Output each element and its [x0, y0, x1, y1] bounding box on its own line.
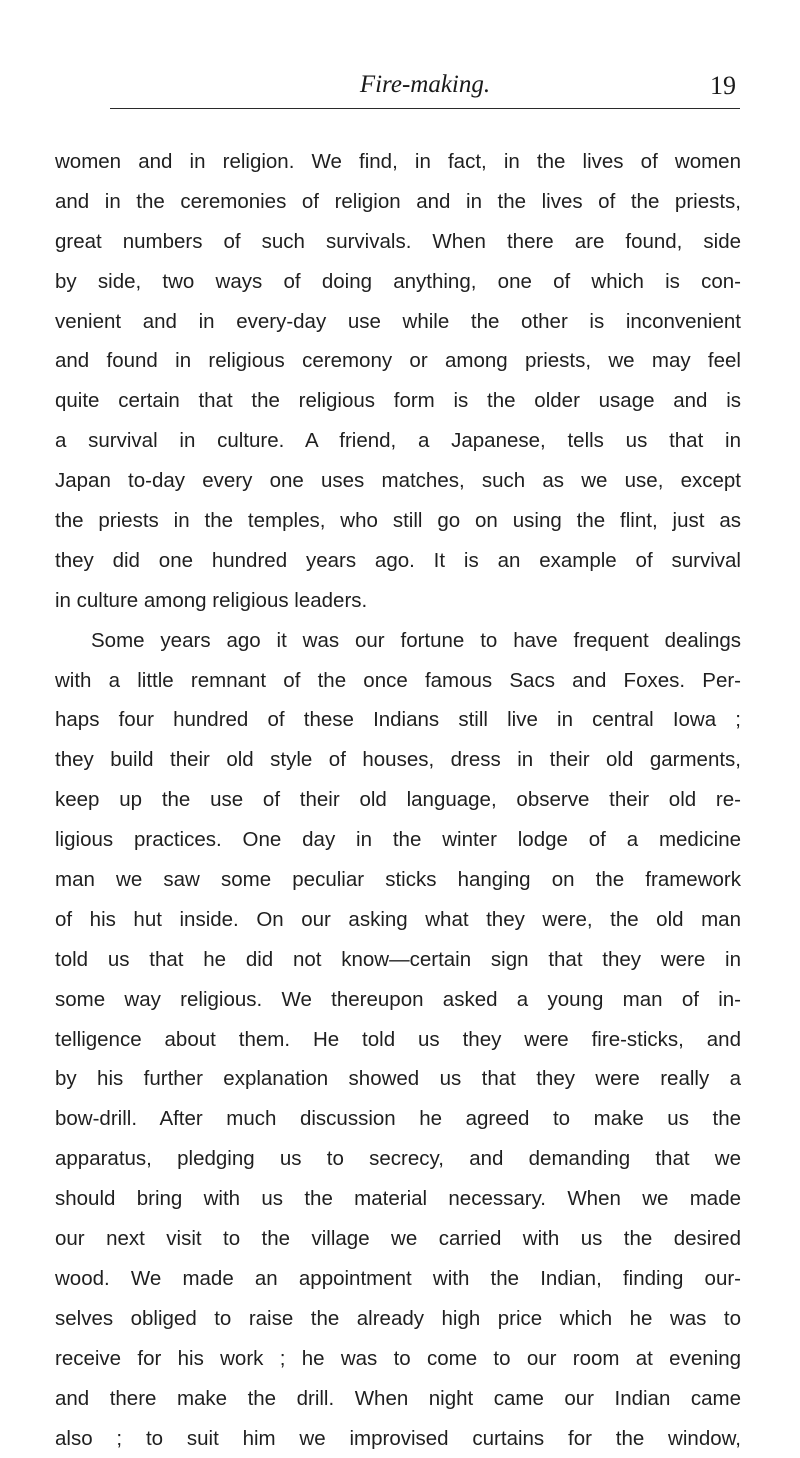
text-line: venient and in every-day use while the other is inconvenient — [55, 302, 741, 342]
running-title: Fire-making. — [110, 68, 740, 102]
text-line: a survival in culture. A friend, a Japanese, tells us that in — [55, 421, 741, 461]
text-line: should bring with us the material necessary. When we made — [55, 1179, 741, 1219]
text-line: receive for his work ; he was to come to our room at evening — [55, 1339, 741, 1379]
text-line: Japan to-day every one uses matches, such as we use, except — [55, 461, 741, 501]
text-line: quite certain that the religious form is the older usage and is — [55, 381, 741, 421]
text-line: keep up the use of their old language, observe their old re- — [55, 780, 741, 820]
running-header — [110, 68, 740, 109]
text-line: they did one hundred years ago. It is an example of survival — [55, 541, 741, 581]
text-line: apparatus, pledging us to secrecy, and demanding that we — [55, 1139, 741, 1179]
text-line: telligence about them. He told us they were fire-sticks, and — [55, 1020, 741, 1060]
text-line: the priests in the temples, who still go on using the flint, just as — [55, 501, 741, 541]
text-line: by his further explanation showed us that they were really a — [55, 1059, 741, 1099]
text-line: in culture among religious leaders. — [55, 581, 741, 621]
text-line: and in the ceremonies of religion and in the lives of the priests, — [55, 182, 741, 222]
paragraph-first-line: Some years ago it was our fortune to have frequent dealings — [55, 621, 741, 661]
text-line: with a little remnant of the once famous Sacs and Foxes. Per- — [55, 661, 741, 701]
text-line: ligious practices. One day in the winter lodge of a medicine — [55, 820, 741, 860]
text-line: some way religious. We thereupon asked a young man of in- — [55, 980, 741, 1020]
text-line: told us that he did not know—certain sign that they were in — [55, 940, 741, 980]
text-line: by side, two ways of doing anything, one of which is con- — [55, 262, 741, 302]
body-text — [55, 142, 741, 1458]
text-line: great numbers of such survivals. When there are found, side — [55, 222, 741, 262]
text-line: they build their old style of houses, dress in their old garments, — [55, 740, 741, 780]
text-line: haps four hundred of these Indians still live in central Iowa ; — [55, 700, 741, 740]
text-line: also ; to suit him we improvised curtains for the window, — [55, 1419, 741, 1458]
text-line: wood. We made an appointment with the Indian, finding our- — [55, 1259, 741, 1299]
text-line: and found in religious ceremony or among priests, we may feel — [55, 341, 741, 381]
text-line: women and in religion. We find, in fact, in the lives of women — [55, 142, 741, 182]
text-line: and there make the drill. When night came our Indian came — [55, 1379, 741, 1419]
text-line: man we saw some peculiar sticks hanging on the framework — [55, 860, 741, 900]
text-line: our next visit to the village we carried with us the desired — [55, 1219, 741, 1259]
text-line: of his hut inside. On our asking what they were, the old man — [55, 900, 741, 940]
text-line: bow-drill. After much discussion he agreed to make us the — [55, 1099, 741, 1139]
text-line: selves obliged to raise the already high price which he was to — [55, 1299, 741, 1339]
page-number: 19 — [710, 69, 736, 103]
